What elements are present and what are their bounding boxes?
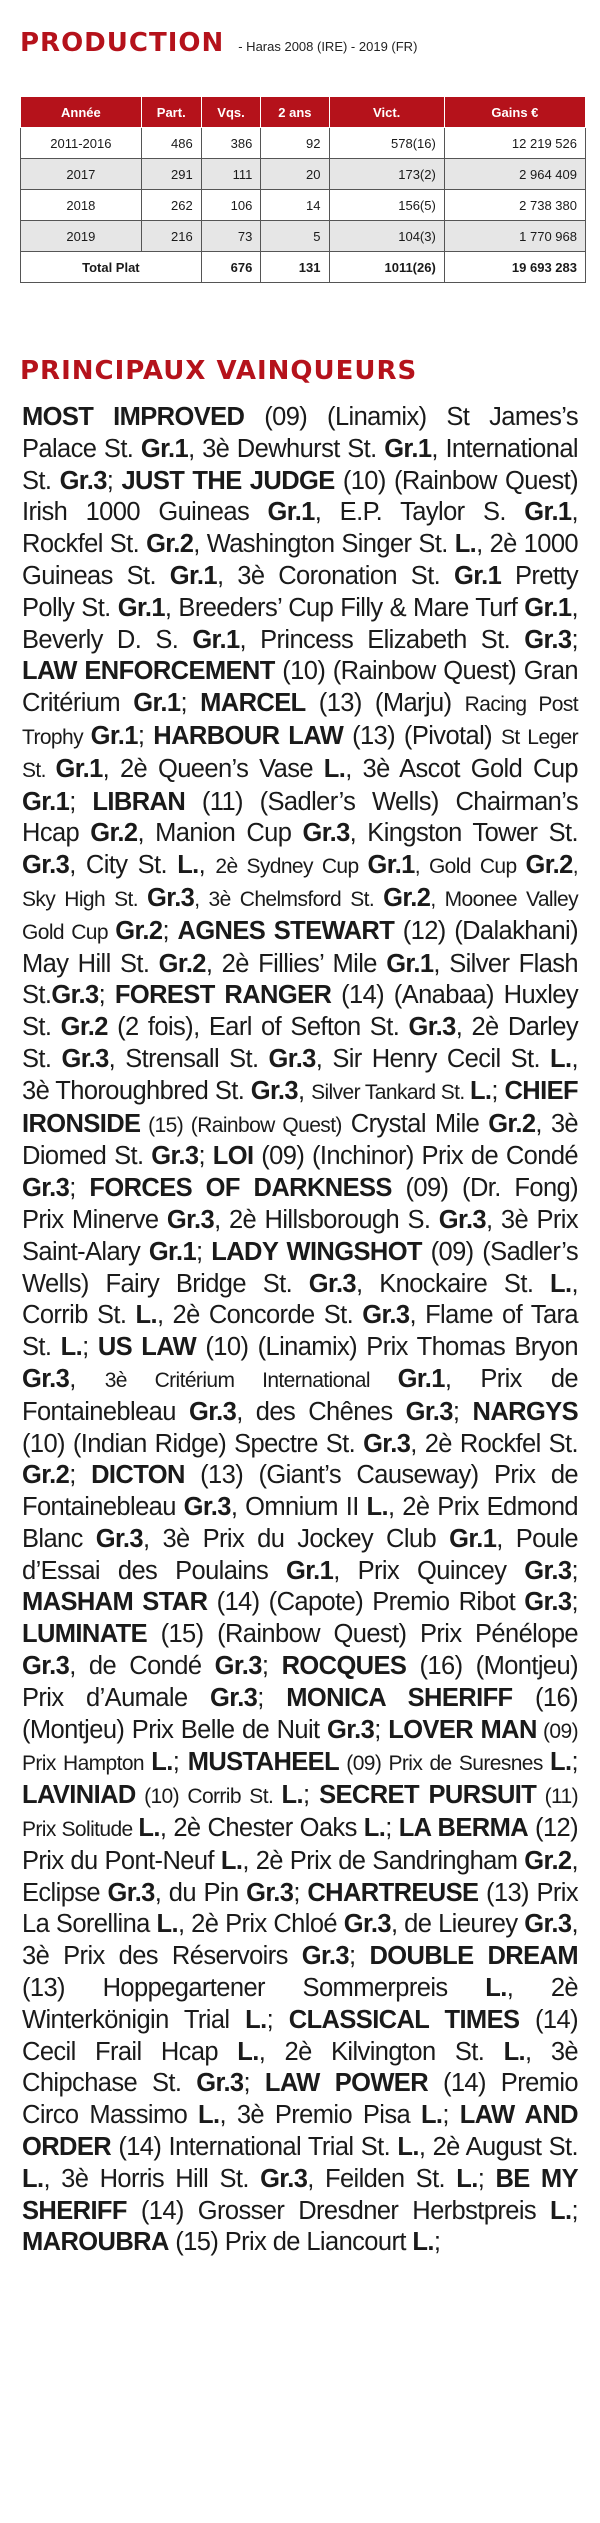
- grade-label: Gr.3: [524, 625, 572, 654]
- race-text: , City St.: [69, 851, 178, 880]
- race-text: ;: [571, 2196, 578, 2225]
- table-cell: 486: [141, 128, 201, 159]
- race-text: ;: [442, 2101, 460, 2130]
- horse-name: MONICA SHERIFF: [286, 1683, 513, 1712]
- grade-label: L.: [135, 1301, 157, 1330]
- grade-label: Gr.3: [22, 1364, 70, 1393]
- race-text: , 3è Premio Pisa: [219, 2101, 421, 2130]
- total-cell: 131: [261, 252, 329, 283]
- horse-name: BE MY SHERIFF: [22, 2164, 578, 2225]
- horse-name: LAVINIAD: [22, 1781, 136, 1810]
- race-text: , E.P. Taylor S.: [314, 498, 525, 527]
- race-text: (10) (Rainbow Quest) Gran Critérium: [22, 657, 578, 718]
- horse-name: MOST IMPROVED: [22, 403, 245, 431]
- race-text: ;: [82, 1333, 98, 1362]
- race-text: (09) (Inchinor) Prix de Condé: [253, 1142, 578, 1171]
- grade-label: Gr.1: [286, 1556, 334, 1585]
- race-text: , Rockfel St.: [22, 498, 579, 559]
- grade-label: Gr.1: [148, 1237, 197, 1266]
- grade-label: L.: [281, 1781, 303, 1810]
- grade-label: L.: [138, 1814, 160, 1843]
- table-cell: 216: [141, 221, 201, 252]
- race-text: ,: [298, 1076, 312, 1105]
- horse-name: CHARTREUSE: [307, 1878, 479, 1907]
- table-cell: 106: [201, 190, 261, 221]
- production-header: [20, 28, 417, 58]
- race-text: (13) (Pivotal): [343, 721, 501, 750]
- horse-name: NARGYS: [472, 1397, 578, 1426]
- horse-name: HARBOUR LAW: [153, 721, 344, 750]
- table-cell: 2018: [21, 190, 142, 221]
- race-text: , 3è Horris Hill St.: [43, 2164, 261, 2193]
- race-text: , 2è Hillsborough S.: [214, 1205, 439, 1234]
- race-text-small: (11) Prix Solitude: [22, 1785, 578, 1842]
- race-text: , Strensall St.: [108, 1044, 269, 1073]
- table-cell: 578(16): [329, 128, 444, 159]
- race-text: ;: [69, 787, 93, 816]
- grade-label: Gr.3: [343, 1910, 391, 1939]
- grade-label: Gr.1: [169, 561, 217, 590]
- race-text: ;: [571, 625, 578, 654]
- total-label: Total Plat: [21, 252, 202, 283]
- grade-label: Gr.3: [408, 1013, 456, 1042]
- race-text: , 2è Kilvington St.: [258, 2037, 504, 2066]
- grade-label: Gr.1: [449, 1524, 497, 1553]
- production-table: [20, 96, 586, 283]
- race-text: ;: [433, 2228, 441, 2257]
- race-text-small: Silver Tankard St.: [311, 1080, 470, 1104]
- total-cell: 676: [201, 252, 261, 283]
- race-text: (12) Prix du Pont-Neuf: [22, 1814, 578, 1875]
- grade-label: Gr.1: [22, 787, 70, 816]
- grade-label: Gr.1: [397, 1364, 445, 1393]
- table-cell: 291: [141, 159, 201, 190]
- grade-label: Gr.2: [158, 949, 206, 978]
- horse-name: DOUBLE DREAM: [369, 1942, 578, 1971]
- race-text: ,: [69, 1364, 105, 1393]
- grade-label: L.: [237, 2037, 259, 2066]
- race-text: (15) (Rainbow Quest) Prix Pénélope: [147, 1620, 578, 1649]
- race-text-small: Racing Post Trophy: [22, 693, 578, 749]
- col-header-annee: Année: [21, 97, 142, 128]
- race-text: ;: [69, 1461, 92, 1490]
- race-text: ;: [162, 916, 178, 945]
- race-text: , 2è Rockfel St.: [410, 1429, 578, 1458]
- race-text: Crystal Mile: [341, 1109, 489, 1138]
- race-text: (14) International Trial St.: [111, 2133, 398, 2162]
- table-cell: 92: [261, 128, 329, 159]
- race-text: , 3è Prix Saint-Alary: [22, 1205, 579, 1266]
- grade-label: Gr.1: [453, 561, 502, 590]
- horse-name: MAROUBRA: [22, 2228, 169, 2257]
- grade-label: Gr.1: [524, 593, 572, 622]
- grade-label: Gr.3: [524, 1588, 572, 1617]
- race-text: ;: [452, 1397, 473, 1426]
- race-text-small: (09) Prix Hampton: [22, 1719, 578, 1776]
- race-text: , 3è Dewhurst St.: [188, 434, 385, 463]
- grade-label: Gr.3: [308, 1269, 357, 1298]
- grade-label: L.: [22, 2164, 44, 2193]
- grade-label: L.: [397, 2133, 419, 2162]
- horse-name: CLASSICAL TIMES: [288, 2005, 520, 2034]
- race-text: , 2è Prix Chloé: [177, 1910, 344, 1939]
- table-cell: 20: [261, 159, 329, 190]
- horse-name: LOVER MAN: [388, 1715, 537, 1744]
- grade-label: Gr.2: [146, 530, 194, 559]
- race-text: (11) (Sadler’s Wells) Chairman’s Hcap: [22, 787, 578, 848]
- race-text: (2 fois), Earl of Sefton St.: [107, 1013, 409, 1042]
- race-text: ;: [198, 1142, 213, 1171]
- grade-label: L.: [550, 1748, 572, 1777]
- race-text-small: , Gold Cup: [414, 855, 526, 879]
- grade-label: Gr.3: [59, 466, 107, 495]
- horse-name: US LAW: [97, 1333, 197, 1362]
- horse-name: DICTON: [91, 1461, 185, 1490]
- race-text-small: , Moonee Valley Gold Cup: [22, 887, 579, 944]
- table-cell: 14: [261, 190, 329, 221]
- race-text: (13) (Marju): [305, 689, 465, 718]
- grade-label: L.: [550, 2196, 572, 2225]
- grade-label: L.: [156, 1910, 178, 1939]
- table-cell: 2 738 380: [444, 190, 585, 221]
- horse-name: FORCES OF DARKNESS: [89, 1174, 392, 1203]
- grade-label: Gr.1: [367, 851, 415, 880]
- race-text: , 2è Winterkönigin Trial: [22, 1974, 578, 2034]
- table-cell: 2019: [21, 221, 142, 252]
- race-text: , Knockaire St.: [356, 1269, 551, 1298]
- production-title: PRODUCTION: [20, 28, 225, 58]
- race-text: ;: [257, 1683, 287, 1712]
- race-text: , 2è August St.: [418, 2133, 578, 2162]
- col-header-vqs: Vqs.: [201, 97, 261, 128]
- race-text: , Washington Singer St.: [193, 530, 455, 559]
- horse-name: ROCQUES: [281, 1652, 407, 1681]
- race-text: (14) (Anabaa) Huxley St.: [22, 981, 578, 1042]
- table-cell: 2 964 409: [444, 159, 585, 190]
- race-text-small: 3è Critérium International: [104, 1368, 398, 1392]
- grade-label: Gr.3: [405, 1397, 453, 1426]
- race-text-small: , Sky High St.: [22, 855, 578, 911]
- grade-label: Gr.3: [22, 1174, 70, 1203]
- race-text: , 2è 1000 Guineas St.: [22, 530, 578, 590]
- grade-label: L.: [363, 1814, 386, 1843]
- race-text: , 2è Prix Edmond Blanc: [22, 1493, 578, 1553]
- table-cell: 104(3): [329, 221, 444, 252]
- race-text: (09) (Linamix) St James’s Palace St.: [22, 403, 579, 463]
- race-text: (16) (Montjeu) Prix Belle de Nuit: [22, 1683, 578, 1744]
- race-text: (15) Prix de Liancourt: [168, 2228, 413, 2257]
- race-text: , Feilden St.: [307, 2164, 457, 2193]
- race-text: , 2è Concorde St.: [156, 1301, 363, 1330]
- race-text: (12) (Dalakhani) May Hill St.: [22, 916, 578, 978]
- grade-label: Gr.3: [22, 851, 70, 880]
- race-text: (13) Prix La Sorellina: [22, 1878, 578, 1939]
- grade-label: L.: [323, 754, 346, 783]
- race-text: (09) (Dr. Fong) Prix Minerve: [22, 1174, 578, 1234]
- col-header-gains: Gains €: [444, 97, 585, 128]
- race-text: ;: [106, 466, 122, 495]
- race-text: (13) Hoppegartener Sommerpreis: [22, 1974, 486, 2003]
- race-text: , Eclipse: [22, 1846, 579, 1907]
- race-text: (10) (Rainbow Quest) Irish 1000 Guineas: [22, 466, 578, 527]
- grade-label: Gr.3: [246, 1878, 294, 1907]
- race-text: ;: [477, 2164, 496, 2193]
- horse-name: LAW AND ORDER: [22, 2101, 578, 2162]
- grade-label: L.: [550, 1269, 572, 1298]
- race-text: , 3è Diomed St.: [22, 1109, 579, 1171]
- table-cell: 5: [261, 221, 329, 252]
- race-text: ,: [198, 851, 216, 880]
- race-text: , Poule d’Essai des Poulains: [22, 1524, 578, 1585]
- race-text-small: (15) (Rainbow Quest): [140, 1113, 342, 1137]
- horse-name: FOREST RANGER: [114, 981, 332, 1010]
- race-text: , 3è Coronation St.: [216, 561, 454, 590]
- grade-label: L.: [60, 1333, 83, 1362]
- race-text: (14) Premio Circo Massimo: [22, 2069, 578, 2130]
- race-text: , 3è Ascot Gold Cup: [345, 754, 578, 783]
- race-text: , Prix de Fontainebleau: [22, 1364, 578, 1426]
- table-cell: 2017: [21, 159, 142, 190]
- table-header-row: [21, 97, 586, 128]
- horse-name: MASHAM STAR: [22, 1588, 208, 1617]
- race-text: (14) (Capote) Premio Ribot: [207, 1588, 525, 1617]
- race-text-small: St Leger St.: [22, 725, 578, 782]
- grade-label: Gr.3: [147, 883, 195, 912]
- table-cell: 2011-2016: [21, 128, 142, 159]
- horse-name: MUSTAHEEL: [187, 1748, 340, 1777]
- grade-label: Gr.3: [107, 1878, 155, 1907]
- horse-name: LADY WINGSHOT: [211, 1237, 422, 1266]
- horse-name: LAW ENFORCEMENT: [22, 657, 275, 686]
- grade-label: L.: [469, 1076, 492, 1105]
- race-text: , 3è Prix des Réservoirs: [22, 1910, 578, 1971]
- grade-label: Gr.1: [55, 754, 103, 783]
- race-text-small: , 3è Chelmsford St.: [194, 887, 384, 911]
- race-text: ;: [243, 2069, 265, 2098]
- total-cell: 1011(26): [329, 252, 444, 283]
- race-text: , des Chênes: [236, 1397, 406, 1426]
- table-cell: 111: [201, 159, 261, 190]
- grade-label: L.: [245, 2005, 267, 2034]
- winners-list: [22, 402, 578, 2259]
- horse-name: SECRET PURSUIT: [319, 1781, 537, 1810]
- grade-label: Gr.3: [196, 2069, 244, 2098]
- race-text: , Omnium II: [230, 1493, 367, 1522]
- race-text: , 2è Prix de Sandringham: [242, 1846, 525, 1875]
- grade-label: Gr.3: [301, 1942, 349, 1971]
- grade-label: Gr.2: [488, 1109, 536, 1138]
- grade-label: Gr.3: [183, 1493, 231, 1522]
- grade-label: Gr.3: [166, 1205, 215, 1234]
- grade-label: L.: [485, 1974, 507, 2003]
- race-text: , de Lieurey: [390, 1910, 525, 1939]
- race-text: , 3è Chipchase St.: [22, 2037, 578, 2098]
- grade-label: Gr.3: [188, 1397, 237, 1426]
- race-text: , Princess Elizabeth St.: [239, 625, 525, 654]
- table-cell: 12 219 526: [444, 128, 585, 159]
- grade-label: Gr.1: [117, 593, 165, 622]
- grade-label: Gr.3: [268, 1044, 316, 1073]
- grade-label: Gr.3: [302, 819, 350, 848]
- race-text: , Silver Flash St.: [22, 949, 579, 1010]
- grade-label: Gr.1: [140, 434, 189, 463]
- total-cell: 19 693 283: [444, 252, 585, 283]
- grade-label: Gr.2: [22, 1461, 70, 1490]
- horse-name: AGNES STEWART: [177, 916, 395, 945]
- col-header-vict: Vict.: [329, 97, 444, 128]
- table-cell: 156(5): [329, 190, 444, 221]
- race-text: ;: [303, 1781, 320, 1810]
- table-cell: 73: [201, 221, 261, 252]
- race-text: , Manion Cup: [137, 819, 303, 848]
- grade-label: L.: [151, 1748, 173, 1777]
- winners-header: [20, 356, 417, 386]
- race-text: ;: [348, 1942, 370, 1971]
- grade-label: L.: [454, 530, 477, 559]
- race-text: ;: [261, 1652, 282, 1681]
- race-text: ;: [571, 1556, 578, 1585]
- grade-label: L.: [366, 1493, 388, 1522]
- horse-name: MARCEL: [200, 689, 306, 718]
- grade-label: Gr.3: [61, 1044, 109, 1073]
- grade-label: L.: [220, 1846, 243, 1875]
- race-text: ;: [374, 1715, 389, 1744]
- grade-label: Gr.3: [151, 1142, 199, 1171]
- grade-label: L.: [198, 2101, 220, 2130]
- race-text: (13) (Giant’s Causeway) Prix de Fontainebleau: [22, 1461, 578, 1522]
- race-text: ;: [180, 689, 201, 718]
- grade-label: Gr.3: [362, 1301, 410, 1330]
- grade-label: L.: [412, 2228, 434, 2257]
- race-text: , 3è Prix du Jockey Club: [143, 1524, 450, 1553]
- race-text-small: 2è Sydney Cup: [215, 855, 368, 879]
- race-text: , International St.: [22, 434, 578, 495]
- grade-label: Gr.2: [115, 916, 163, 945]
- race-text: , 3è Thoroughbred St.: [22, 1044, 578, 1105]
- race-text: ;: [98, 981, 115, 1010]
- race-text: ;: [137, 721, 154, 750]
- race-text: , de Condé: [69, 1652, 215, 1681]
- race-text: ;: [196, 1237, 212, 1266]
- race-text: , Sir Henry Cecil St.: [315, 1044, 551, 1073]
- race-text: , 2è Queen’s Vase: [102, 754, 324, 783]
- grade-label: Gr.3: [438, 1205, 487, 1234]
- grade-label: Gr.1: [386, 949, 434, 978]
- grade-label: Gr.2: [524, 1846, 572, 1875]
- race-text: ;: [491, 1076, 505, 1105]
- race-text-small: (09) Prix de Suresnes: [339, 1752, 551, 1776]
- table-total-row: [21, 252, 586, 283]
- race-text: ;: [571, 1748, 578, 1777]
- grade-label: L.: [550, 1044, 572, 1073]
- race-text: ;: [172, 1748, 188, 1777]
- grade-label: Gr.3: [22, 1652, 70, 1681]
- table-row: [21, 221, 586, 252]
- table-cell: 386: [201, 128, 261, 159]
- grade-label: L.: [420, 2101, 443, 2130]
- grade-label: Gr.3: [210, 1683, 258, 1712]
- grade-label: Gr.3: [51, 981, 99, 1010]
- grade-label: L.: [503, 2037, 526, 2066]
- horse-name: JUST THE JUDGE: [121, 466, 335, 495]
- table-cell: 173(2): [329, 159, 444, 190]
- grade-label: Gr.1: [90, 721, 138, 750]
- race-text: , Corrib St.: [22, 1269, 578, 1330]
- race-text: ;: [385, 1814, 399, 1843]
- grade-label: Gr.2: [525, 851, 573, 880]
- race-text: , Beverly D. S.: [22, 593, 578, 654]
- table-cell: 1 770 968: [444, 221, 585, 252]
- horse-name: LAW POWER: [264, 2069, 429, 2098]
- race-text: ;: [293, 1878, 308, 1907]
- grade-label: Gr.1: [384, 434, 432, 463]
- race-text: ;: [571, 1588, 578, 1617]
- race-text: Pretty Polly St.: [22, 561, 578, 622]
- col-header-2ans: 2 ans: [261, 97, 329, 128]
- race-text-small: (10) Corrib St.: [135, 1785, 282, 1809]
- race-text: (14) Cecil Frail Hcap: [22, 2005, 578, 2066]
- horse-name: LOI: [212, 1142, 254, 1171]
- grade-label: Gr.1: [192, 625, 240, 654]
- race-text: (16) (Montjeu) Prix d’Aumale: [22, 1652, 578, 1712]
- table-cell: 262: [141, 190, 201, 221]
- race-text: , 2è Chester Oaks: [159, 1814, 364, 1843]
- table-row: [21, 128, 586, 159]
- race-text: , Kingston Tower St.: [349, 819, 578, 848]
- grade-label: Gr.1: [524, 498, 572, 527]
- race-text: (14) Grosser Dresdner Herbstpreis: [126, 2196, 551, 2225]
- race-text: , Breeders’ Cup Filly & Mare Turf: [164, 593, 525, 622]
- grade-label: Gr.1: [267, 498, 315, 527]
- grade-label: Gr.2: [60, 1013, 108, 1042]
- horse-name: LUMINATE: [22, 1620, 148, 1649]
- race-text: , 2è Fillies’ Mile: [205, 949, 387, 978]
- grade-label: L.: [456, 2164, 478, 2193]
- race-text: ;: [69, 1174, 90, 1203]
- col-header-part: Part.: [141, 97, 201, 128]
- race-text: (10) (Linamix) Prix Thomas Bryon: [196, 1333, 578, 1362]
- grade-label: Gr.3: [214, 1652, 262, 1681]
- table-row: [21, 159, 586, 190]
- horse-name: LIBRAN: [92, 787, 186, 816]
- race-text: , Prix Quincey: [333, 1556, 525, 1585]
- race-text: (10) (Indian Ridge) Spectre St.: [22, 1429, 364, 1458]
- grade-label: Gr.3: [363, 1429, 411, 1458]
- table-row: [21, 190, 586, 221]
- race-text: ;: [266, 2005, 289, 2034]
- horse-name: LA BERMA: [398, 1814, 529, 1843]
- grade-label: Gr.3: [250, 1076, 298, 1105]
- production-subtitle: - Haras 2008 (IRE) - 2019 (FR): [238, 39, 418, 54]
- grade-label: Gr.1: [133, 689, 181, 718]
- race-text: , 2è Darley St.: [22, 1013, 578, 1073]
- horse-name: CHIEF IRONSIDE: [22, 1076, 578, 1138]
- grade-label: Gr.3: [327, 1715, 375, 1744]
- grade-label: Gr.3: [524, 1910, 572, 1939]
- grade-label: Gr.3: [524, 1556, 572, 1585]
- grade-label: Gr.2: [383, 883, 431, 912]
- grade-label: L.: [177, 851, 199, 880]
- winners-title: PRINCIPAUX VAINQUEURS: [20, 356, 418, 386]
- race-text: (09) (Sadler’s Wells) Fairy Bridge St.: [22, 1237, 578, 1298]
- grade-label: Gr.3: [95, 1524, 143, 1553]
- grade-label: Gr.2: [90, 819, 138, 848]
- race-text: , Flame of Tara St.: [22, 1301, 578, 1362]
- grade-label: Gr.3: [260, 2164, 308, 2193]
- race-text: , du Pin: [154, 1878, 247, 1907]
